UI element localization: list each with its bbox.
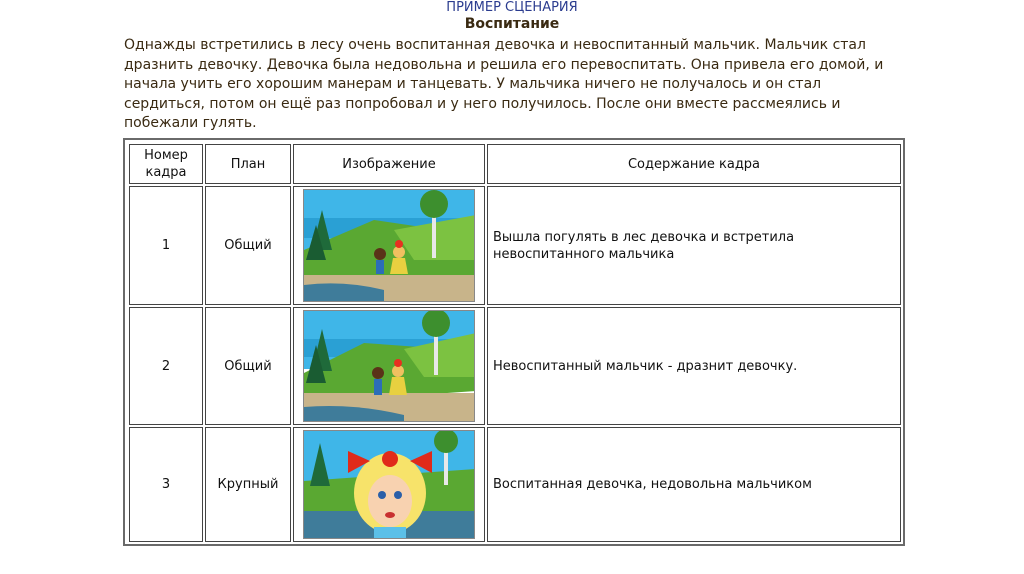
- scenario-label: ПРИМЕР СЦЕНАРИЯ: [446, 0, 578, 15]
- row-1-plan: Общий: [205, 186, 291, 305]
- story-line: сердиться, потом он ещё раз попробовал и у него получилось. После они вместе рассмеялись и: [124, 95, 841, 112]
- row-2-image-cell: [293, 307, 485, 425]
- row-1-number: 1: [129, 186, 203, 305]
- row-2-content: Невоспитанный мальчик - дразнит девочку.: [487, 307, 901, 425]
- row-2-plan: Общий: [205, 307, 291, 425]
- forest-scene-image: [303, 189, 475, 302]
- header-image: Изображение: [293, 144, 485, 184]
- header-plan: План: [205, 144, 291, 184]
- row-3-number: 3: [129, 427, 203, 542]
- forest-scene-image: [303, 310, 475, 422]
- row-3-plan: Крупный: [205, 427, 291, 542]
- story-line: Однажды встретились в лесу очень воспитанная девочка и невоспитанный мальчик. Мальчик стал: [124, 37, 866, 53]
- story-line: начала учить его хорошим манерам и танцевать. У мальчика ничего не получалось и он стал: [124, 76, 822, 92]
- story-text: [124, 36, 914, 134]
- story-line: дразнить девочку. Девочка была недовольна и решила его перевоспитать. Она привела его домой, и: [124, 56, 884, 73]
- header-frame-number: Номер кадра: [129, 144, 203, 184]
- storyboard-table: [123, 138, 905, 546]
- girl-closeup-image: [303, 430, 475, 539]
- row-3-image-cell: [293, 427, 485, 542]
- header-content: Содержание кадра: [487, 144, 901, 184]
- row-3-content: Воспитанная девочка, недовольна мальчиком: [487, 427, 901, 542]
- row-1-image-cell: [293, 186, 485, 305]
- row-2-number: 2: [129, 307, 203, 425]
- story-line: побежали гулять.: [124, 115, 257, 131]
- row-1-content: Вышла погулять в лес девочка и встретила невоспитанного мальчика: [487, 186, 901, 305]
- page-title: Воспитание: [464, 16, 560, 32]
